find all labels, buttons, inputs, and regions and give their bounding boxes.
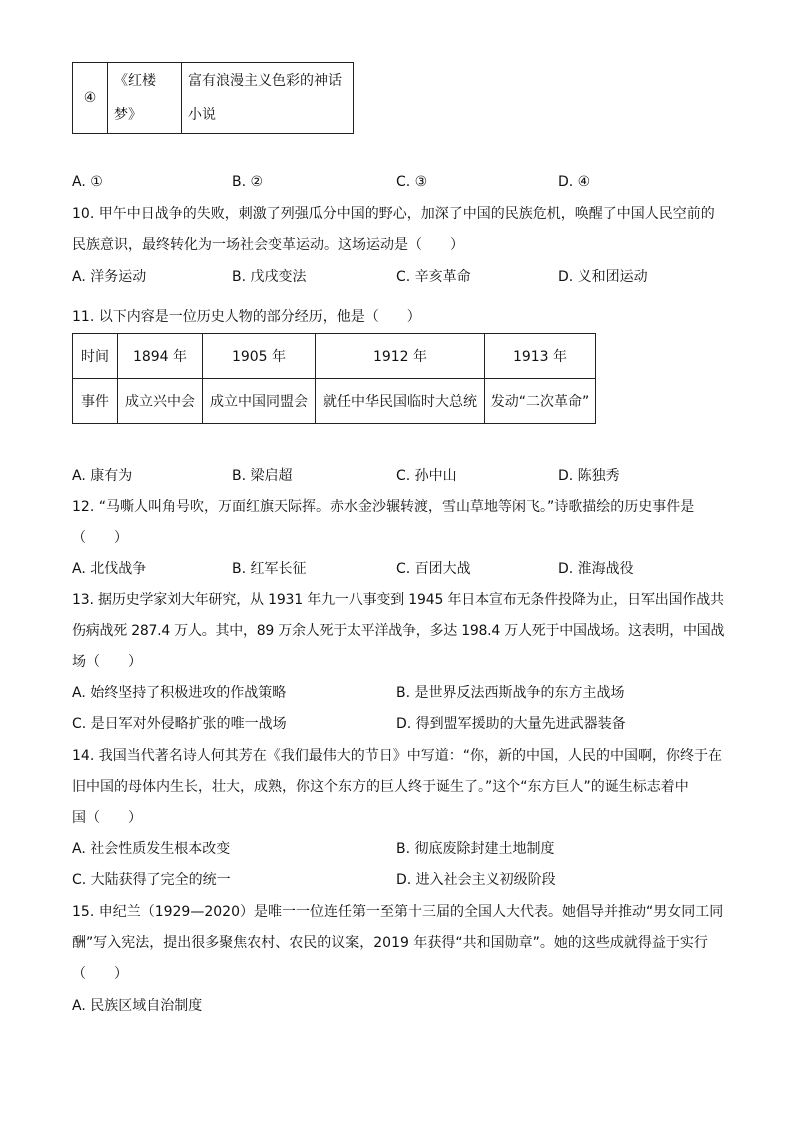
q11-option-c[interactable]: C. 孙中山: [396, 468, 457, 484]
table-row: [73, 334, 596, 379]
q10-stem-line2: 民族意识，最终转化为一场社会变革运动。这场运动是（ ）: [72, 237, 464, 253]
q10-option-a[interactable]: A. 洋务运动: [72, 269, 147, 285]
q13-option-c[interactable]: C. 是日军对外侵略扩张的唯一战场: [72, 716, 287, 732]
q9-option-b[interactable]: B. ②: [232, 174, 264, 190]
q15-stem-line3: （ ）: [72, 966, 128, 982]
q12-option-a[interactable]: A. 北伐战争: [72, 561, 147, 577]
q14-stem-line3: 国（ ）: [72, 810, 142, 826]
q13-option-b[interactable]: B. 是世界反法西斯战争的东方主战场: [396, 685, 625, 701]
q11-option-a[interactable]: A. 康有为: [72, 468, 133, 484]
q9-table-fragment: [72, 62, 354, 134]
q11-timeline-table: [72, 333, 596, 424]
table-cell-year: 1894 年: [118, 334, 203, 379]
q12-stem-line1: 12. “马嘶人叫角号吹，万面红旗天际挥。赤水金沙辗转渡，雪山草地等闲飞。”诗歌描绘的历史事件是: [72, 499, 695, 515]
q11-option-d[interactable]: D. 陈独秀: [558, 468, 620, 484]
work-name-line2: 梦》: [114, 107, 142, 123]
table-cell-year: 1913 年: [485, 334, 596, 379]
table-cell-number: ④: [73, 63, 108, 134]
q14-stem-line1: 14. 我国当代著名诗人何其芳在《我们最伟大的节日》中写道：“你，新的中国，人民的中国啊，你终于在: [72, 748, 722, 764]
table-cell-description: [182, 63, 354, 134]
q10-option-c[interactable]: C. 辛亥革命: [396, 269, 471, 285]
table-header-time: 时间: [73, 334, 118, 379]
q11-option-b[interactable]: B. 梁启超: [232, 468, 293, 484]
q14-option-a[interactable]: A. 社会性质发生根本改变: [72, 841, 231, 857]
q10-stem-line1: 10. 甲午中日战争的失败，刺激了列强瓜分中国的野心，加深了中国的民族危机，唤醒了中国人民空前的: [72, 206, 715, 222]
q14-option-b[interactable]: B. 彻底废除封建土地制度: [396, 841, 555, 857]
q13-stem-line2: 伤病战死 287.4 万人。其中，89 万余人死于太平洋战争，多达 198.4 万人死于中国战场。这表明，中国战: [72, 623, 725, 639]
table-cell-event: 成立兴中会: [118, 379, 203, 424]
q15-option-a[interactable]: A. 民族区域自治制度: [72, 998, 203, 1014]
table-row: [73, 379, 596, 424]
q13-option-a[interactable]: A. 始终坚持了积极进攻的作战策略: [72, 685, 287, 701]
q12-stem-line2: （ ）: [72, 530, 128, 546]
q9-option-c[interactable]: C. ③: [396, 174, 428, 190]
q10-option-b[interactable]: B. 戊戌变法: [232, 269, 307, 285]
q12-option-c[interactable]: C. 百团大战: [396, 561, 471, 577]
q11-stem: 11. 以下内容是一位历史人物的部分经历，他是（ ）: [72, 309, 421, 325]
q14-stem-line2: 旧中国的母体内生长，壮大，成熟，你这个东方的巨人终于诞生了。”这个“东方巨人”的诞生标志着中: [72, 779, 689, 795]
table-cell-event: 发动“二次革命”: [485, 379, 596, 424]
table-cell-year: 1912 年: [316, 334, 485, 379]
q14-option-d[interactable]: D. 进入社会主义初级阶段: [396, 872, 556, 888]
table-cell-event: 就任中华民国临时大总统: [316, 379, 485, 424]
q13-option-d[interactable]: D. 得到盟军援助的大量先进武器装备: [396, 716, 626, 732]
q12-option-d[interactable]: D. 淮海战役: [558, 561, 634, 577]
q13-stem-line1: 13. 据历史学家刘大年研究，从 1931 年九一八事变到 1945 年日本宣布无条件投降为止，日军出国作战共: [72, 592, 724, 608]
q14-option-c[interactable]: C. 大陆获得了完全的统一: [72, 872, 231, 888]
q15-stem-line1: 15. 申纪兰（1929—2020）是唯一一位连任第一至第十三届的全国人大代表。她倡导并推动“男女同工同: [72, 904, 724, 920]
description-line1: 富有浪漫主义色彩的神话: [188, 73, 342, 89]
q15-stem-line2: 酬”写入宪法，提出很多聚焦农村、农民的议案，2019 年获得“共和国勋章”。她的这些成就得益于实行: [72, 935, 708, 951]
q9-option-d[interactable]: D. ④: [558, 174, 591, 190]
description-line2: 小说: [188, 107, 216, 123]
table-row: [73, 63, 354, 134]
q10-option-d[interactable]: D. 义和团运动: [558, 269, 648, 285]
q12-option-b[interactable]: B. 红军长征: [232, 561, 307, 577]
table-cell-work: [108, 63, 182, 134]
q9-option-a[interactable]: A. ①: [72, 174, 103, 190]
table-cell-event: 成立中国同盟会: [203, 379, 316, 424]
table-header-event: 事件: [73, 379, 118, 424]
table-cell-year: 1905 年: [203, 334, 316, 379]
work-name-line1: 《红楼: [114, 73, 156, 89]
q13-stem-line3: 场（ ）: [72, 654, 142, 670]
